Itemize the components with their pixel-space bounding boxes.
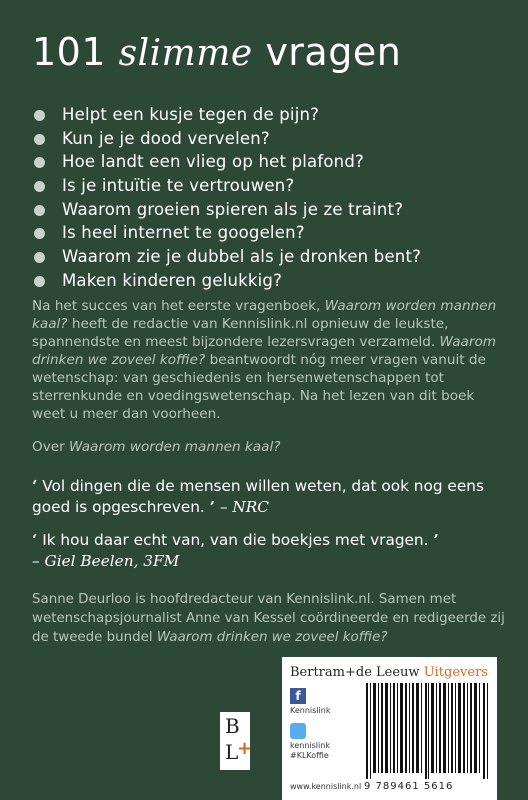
twitter-icon: [290, 723, 306, 739]
bullet-icon: [34, 134, 45, 145]
title-word: vragen: [265, 30, 402, 74]
publisher-main: Bertram+de Leeuw: [290, 665, 420, 680]
review-quote: [32, 530, 492, 572]
quote-close-mark: ’: [209, 498, 215, 516]
facebook-icon: f: [290, 688, 306, 704]
question-list: [34, 104, 421, 294]
list-item: [34, 199, 421, 223]
website-url: www.kennislink.nl: [290, 782, 362, 791]
intro-paragraph: [32, 297, 502, 423]
website-link: [290, 782, 361, 792]
bullet-icon: [34, 157, 45, 168]
question-text: Kun je je dood vervelen?: [62, 128, 270, 148]
quote-source: – Giel Beelen, 3FM: [32, 552, 180, 570]
twitter-hashtag: #KLKoffie: [290, 751, 329, 760]
barcode: [364, 683, 490, 779]
question-text: Helpt een kusje tegen de pijn?: [62, 105, 320, 124]
facebook-handle: Kennislink: [290, 706, 331, 715]
twitter-handle: kennislink: [290, 741, 330, 750]
bullet-icon: [34, 252, 45, 263]
bullet-icon: [34, 228, 45, 239]
list-item: [34, 175, 421, 199]
list-item: [34, 270, 421, 294]
facebook-block: [290, 688, 330, 716]
list-item: [34, 128, 421, 152]
bullet-icon: [34, 205, 45, 216]
publisher-logo: [220, 712, 253, 770]
quote-text: Ik hou daar echt van, van die boekjes met vragen.: [42, 531, 429, 549]
question-text: Is je intuïtie te vertrouwen?: [62, 176, 295, 196]
question-text: Waarom groeien spieren als je ze traint?: [62, 199, 404, 219]
book-title-ref: Waarom worden mannen kaal?: [69, 439, 281, 455]
logo-plus: +: [237, 738, 253, 759]
question-text: Is heel internet te googelen?: [62, 223, 305, 243]
publisher-accent: Uitgevers: [423, 665, 488, 680]
logo-letter-l: L: [225, 740, 239, 764]
cover-title: [32, 30, 401, 74]
quote-open-mark: ‘: [32, 477, 38, 495]
about-text: Over: [32, 439, 70, 455]
logo-letter-b: B: [225, 714, 240, 738]
list-item: [34, 104, 421, 128]
review-quote: [32, 476, 492, 518]
author-bio: [32, 590, 512, 647]
question-text: Maken kinderen gelukkig?: [62, 270, 283, 290]
intro-text: beantwoordt nóg meer vragen vanuit de wetenschap: van geschiedenis en hersenwetenschappen tot sterrenkunde en voedingswetenschap. Na het lezen van dit boek weet u meer dan voorheen.: [32, 352, 486, 422]
bullet-icon: [34, 110, 45, 121]
isbn-number: 9 789461 5616: [364, 781, 454, 792]
book-title-ref: Waarom drinken we zoveel koffie?: [32, 334, 497, 368]
quote-source: – NRC: [219, 498, 269, 516]
quote-text: Vol dingen die de mensen willen weten, dat ook nog eens goed is opgeschreven.: [32, 477, 484, 516]
title-script-word: slimme: [118, 33, 253, 74]
twitter-block: [290, 723, 330, 761]
question-text: Waarom zie je dubbel als je dronken bent?: [62, 247, 422, 267]
intro-text: Na het succes van het eerste vragenboek,: [32, 298, 325, 314]
bullet-icon: [34, 276, 45, 287]
quote-open-mark: ‘: [32, 531, 38, 549]
info-panel: [282, 657, 497, 800]
list-item: [34, 246, 421, 270]
book-title-ref: Waarom drinken we zoveel koffie?: [156, 630, 388, 645]
intro-text: heeft de redactie van Kennislink.nl opnieuw de leukste, spannendste en meest bijzondere lezersvragen verzameld.: [32, 316, 449, 350]
publisher-name: [290, 665, 488, 680]
question-text: Hoe landt een vlieg op het plafond?: [62, 152, 364, 172]
bullet-icon: [34, 181, 45, 192]
list-item: [34, 151, 421, 175]
list-item: [34, 222, 421, 246]
title-number: 101: [32, 30, 107, 74]
about-heading: [32, 438, 502, 456]
bio-text: Sanne Deurloo is hoofdredacteur van Kennislink.nl. Samen met wetenschapsjournalist Anne van Kessel coördineerde en redigeerde zij de tweede bundel: [32, 592, 505, 645]
quote-close-mark: ’: [433, 531, 439, 549]
book-title-ref: Waarom worden mannen kaal?: [32, 298, 497, 332]
